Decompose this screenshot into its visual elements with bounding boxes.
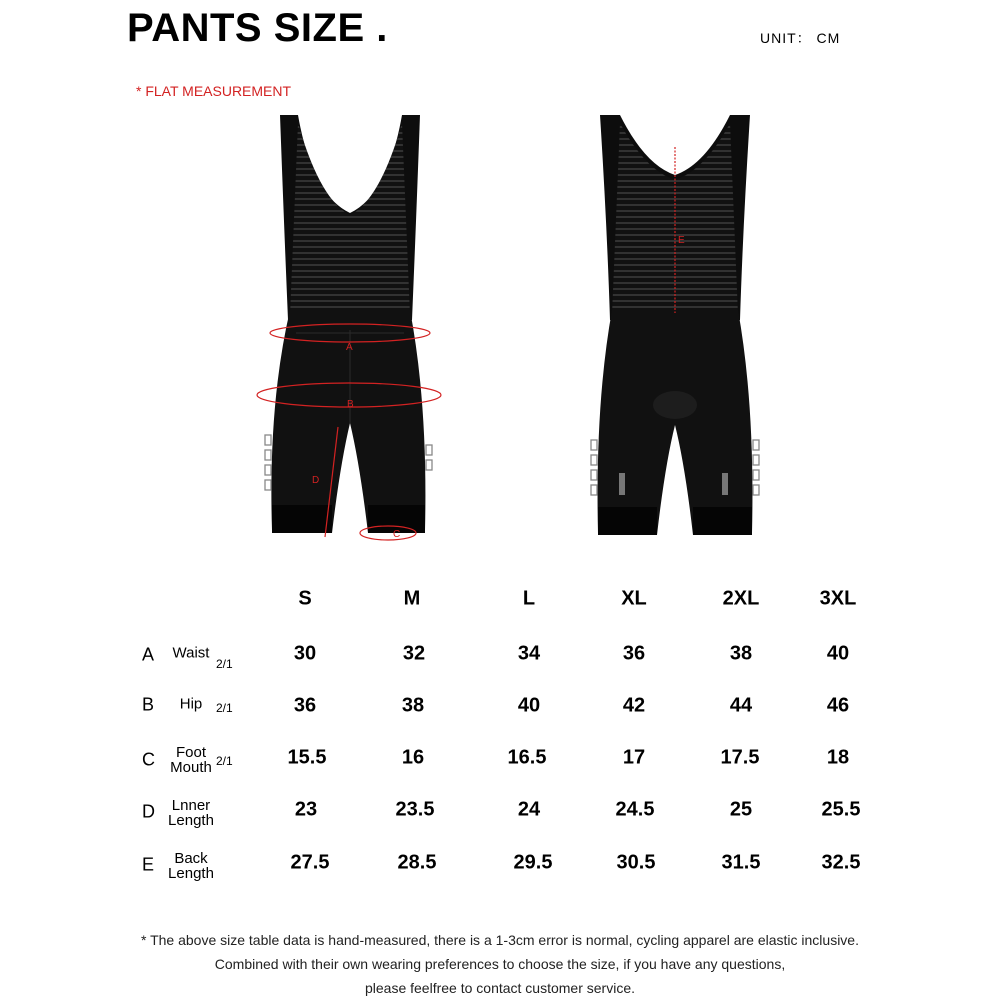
size-value: 36 <box>293 694 317 717</box>
size-value: 42 <box>622 694 646 717</box>
marker-e: E <box>678 235 685 246</box>
size-value: 23 <box>294 798 318 821</box>
row-name: Lnner Length <box>168 797 214 829</box>
flat-measurement-note: * FLAT MEASUREMENT <box>136 83 292 99</box>
size-value: 46 <box>826 694 850 717</box>
size-header-l: L <box>522 587 536 610</box>
row-letter: D <box>142 801 155 822</box>
size-value: 24.5 <box>615 798 655 821</box>
size-value: 38 <box>729 642 753 665</box>
size-value: 17 <box>622 746 646 769</box>
size-header-xl: XL <box>621 587 647 610</box>
row-letter: E <box>142 854 155 875</box>
row-name: Back Length <box>168 850 214 882</box>
size-value: 29.5 <box>513 851 553 874</box>
row-name: Foot Mouth <box>170 744 212 776</box>
size-value: 32 <box>402 642 426 665</box>
size-value: 23.5 <box>395 798 435 821</box>
size-value: 16 <box>401 746 425 769</box>
row-ratio: 2/1 <box>216 657 233 671</box>
bib-shorts-back-image <box>575 105 775 555</box>
note-line: Combined with their own wearing preferences to choose the size, if you have any questions, <box>214 956 786 972</box>
note-line: * The above size table data is hand-measured, there is a 1-3cm error is normal, cycling apparel are elastic inclusive. <box>141 932 859 948</box>
marker-b: B <box>347 399 354 410</box>
bib-shorts-front-image <box>250 105 450 555</box>
size-value: 16.5 <box>507 746 547 769</box>
size-value: 38 <box>401 694 425 717</box>
size-value: 44 <box>729 694 753 717</box>
size-value: 25 <box>729 798 753 821</box>
page-title: PANTS SIZE . <box>127 6 388 50</box>
note-line: please feelfree to contact customer service. <box>364 980 636 996</box>
size-value: 36 <box>622 642 646 665</box>
size-header-3xl: 3XL <box>819 587 857 610</box>
row-letter: A <box>142 644 155 665</box>
marker-c: C <box>393 529 401 540</box>
size-value: 34 <box>517 642 541 665</box>
row-ratio: 2/1 <box>216 701 233 715</box>
size-value: 30 <box>293 642 317 665</box>
size-notes <box>0 928 1000 1000</box>
size-header-s: S <box>298 587 312 610</box>
size-value: 31.5 <box>721 851 761 874</box>
row-letter: C <box>142 749 155 770</box>
row-name: Hip <box>179 695 203 713</box>
size-header-2xl: 2XL <box>722 587 760 610</box>
marker-d: D <box>312 475 320 486</box>
size-value: 24 <box>517 798 541 821</box>
size-header-m: M <box>403 587 421 610</box>
size-value: 32.5 <box>821 851 861 874</box>
marker-a: A <box>346 342 353 353</box>
size-value: 17.5 <box>720 746 760 769</box>
size-value: 30.5 <box>616 851 656 874</box>
unit-label: UNIT： CM <box>760 30 841 46</box>
size-value: 27.5 <box>290 851 330 874</box>
size-table <box>0 580 1000 900</box>
size-value: 40 <box>826 642 850 665</box>
size-value: 15.5 <box>287 746 327 769</box>
row-ratio: 2/1 <box>216 754 233 768</box>
size-value: 25.5 <box>821 798 861 821</box>
size-value: 40 <box>517 694 541 717</box>
row-name: Waist <box>172 644 210 662</box>
size-value: 28.5 <box>397 851 437 874</box>
size-value: 18 <box>826 746 850 769</box>
row-letter: B <box>142 694 155 715</box>
